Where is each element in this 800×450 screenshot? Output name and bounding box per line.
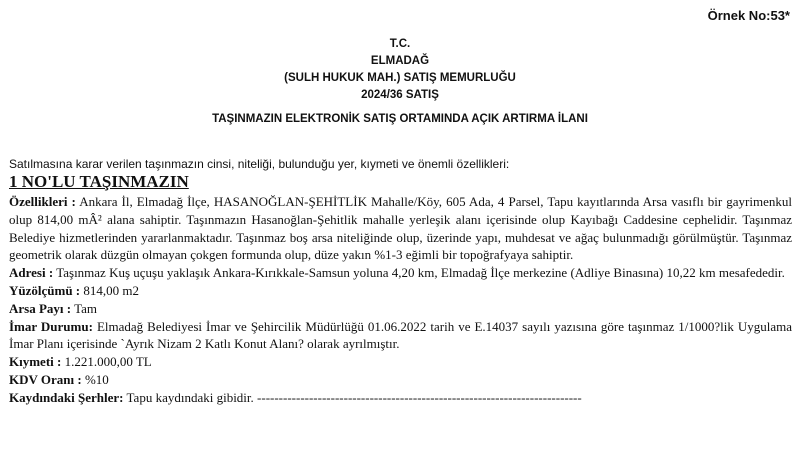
field-kiymeti [9,353,792,371]
field-imar-durumu [9,318,792,354]
field-arsa-payi [9,300,792,318]
field-ozellikleri [9,193,792,264]
field-label: Adresi : [9,265,54,281]
section-title: 1 NO'LU TAŞINMAZIN [9,172,189,191]
header-line-tc: T.C. [389,38,411,50]
field-value: Ankara İl, Elmadağ İlçe, HASANOĞLAN-ŞEHİTLİK Mahalle/Köy, 605 Ada, 4 Parsel, Tapu kayıtlarında Arsa vasıflı bir gayrimenkul olup 814,00 mÂ² alana sahiptir. Taşınmazın Hasanoğlan-Şehitlik mahalle yerleşik alanı içerisinde olup Kayıbağı Caddesine cephelidir. Taşınmaz Belediye hizmetlerinden yararlanmaktadır. Taşınmaz boş arsa niteliğinde olup, üzerinde yapı, muhdesat ve ağaç bulunmadığı görülmüştür. Taşınmaz geometrik olarak düzgün olmayan çokgen formunda olup, düze yakın %1-3 eğimli bir topoğrafyaya sahiptir. [9,194,792,263]
form-number: Örnek No:53* [707,8,790,23]
field-kdv-orani [9,371,792,389]
property-details [9,193,792,407]
field-value: 814,00 m2 [80,282,140,298]
announcement-title: TAŞINMAZIN ELEKTRONİK SATIŞ ORTAMINDA AÇIK ARTIRMA İLANI [212,113,588,125]
field-value: Tam [71,300,98,316]
intro-text: Satılmasına karar verilen taşınmazın cinsi, niteliği, bulunduğu yer, kıymeti ve önemli özellikleri: [9,157,510,171]
field-label: KDV Oranı : [9,371,82,387]
header-line-office: (SULH HUKUK MAH.) SATIŞ MEMURLUĞU [284,72,516,84]
field-yuzolcumu [9,282,792,300]
field-label: Yüzölçümü : [9,282,81,298]
field-value: Tapu kaydındaki gibidir. --------------------------------------------------------------------------- [123,389,582,405]
field-label: İmar Durumu: [9,318,93,334]
header-line-court-city: ELMADAĞ [370,55,430,67]
field-value: Elmadağ Belediyesi İmar ve Şehircilik Müdürlüğü 01.06.2022 tarih ve E.14037 sayılı yazısına göre taşınmaz 1/1000?lik Uygulama İmar Planı içerisinde `Ayrık Nizam 2 Katlı Konut Alanı? olarak ayrılmıştır. [9,318,792,352]
header-line-case-number: 2024/36 SATIŞ [361,89,439,101]
field-adresi [9,264,792,282]
field-label: Özellikleri : [9,194,76,209]
document-header [0,36,800,104]
field-value: 1.221.000,00 TL [61,354,152,370]
field-value: %10 [81,371,109,387]
field-label: Kaydındaki Şerhler: [9,389,124,405]
field-kaydindaki-serhler [9,389,792,407]
field-label: Arsa Payı : [9,300,72,316]
field-label: Kıymeti : [9,354,62,370]
field-value: Taşınmaz Kuş uçuşu yaklaşık Ankara-Kırıkkale-Samsun yoluna 4,20 km, Elmadağ İlçe merkezine (Adliye Binasına) 10,22 km mesafededir. [53,265,785,281]
